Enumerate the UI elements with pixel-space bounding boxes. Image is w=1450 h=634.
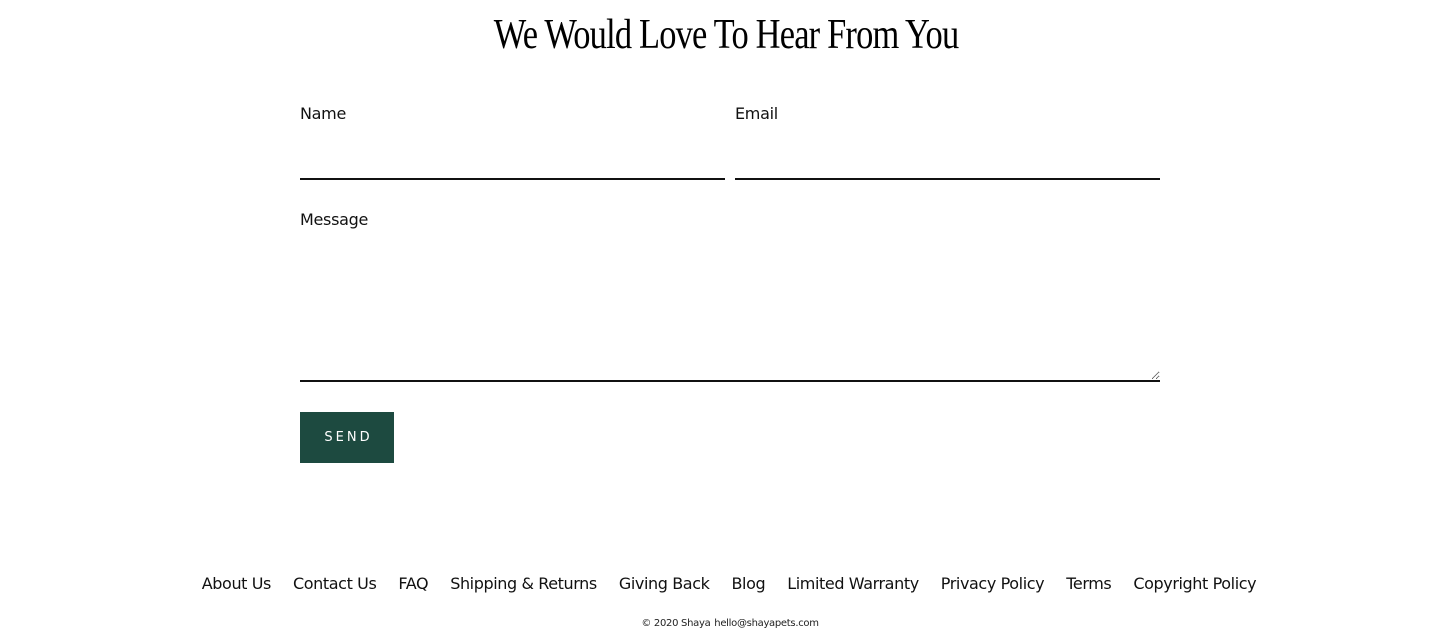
copyright-text: © 2020 Shaya [641, 618, 711, 629]
message-label: Message [300, 210, 369, 229]
footer-link-faq[interactable]: FAQ [398, 574, 429, 593]
page-title: We Would Love To Hear From You [493, 12, 959, 58]
send-button[interactable]: SEND [300, 412, 394, 463]
footer-link-giving-back[interactable]: Giving Back [618, 574, 710, 593]
message-textarea[interactable] [300, 238, 1160, 382]
name-input[interactable] [300, 146, 725, 180]
footer-link-about-us[interactable]: About Us [201, 574, 271, 593]
name-label: Name [300, 104, 347, 123]
email-input[interactable] [735, 146, 1160, 180]
footer-nav [0, 573, 1450, 595]
footer-link-contact-us[interactable]: Contact Us [293, 574, 377, 593]
footer-link-blog[interactable]: Blog [731, 574, 766, 593]
footer-link-privacy-policy[interactable]: Privacy Policy [940, 574, 1045, 593]
footer-email-link[interactable]: hello@shayapets.com [714, 618, 819, 629]
copyright-line [0, 617, 1450, 631]
footer-link-limited-warranty[interactable]: Limited Warranty [787, 574, 919, 593]
footer-link-copyright-policy[interactable]: Copyright Policy [1133, 574, 1257, 593]
email-label: Email [735, 104, 778, 123]
footer-link-terms[interactable]: Terms [1066, 574, 1112, 593]
footer-link-shipping-returns[interactable]: Shipping & Returns [450, 574, 597, 593]
